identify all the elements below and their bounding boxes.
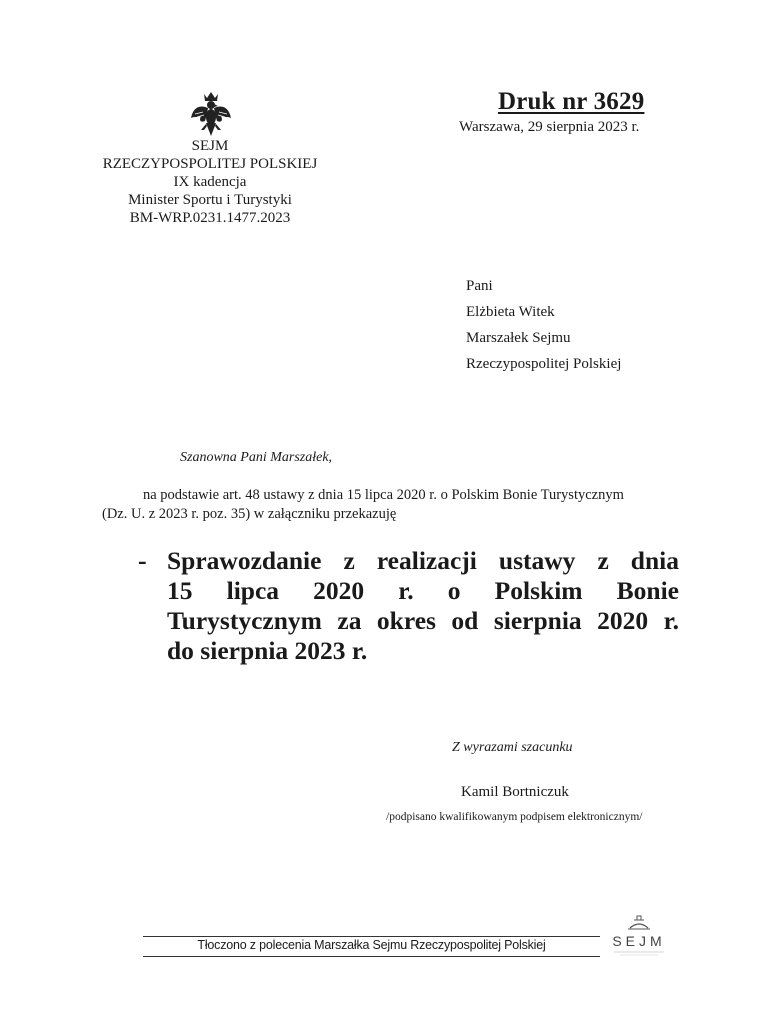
- footer-divider-top: [143, 936, 600, 937]
- signer-name: Kamil Bortniczuk: [461, 784, 569, 800]
- salutation: Szanowna Pani Marszałek,: [180, 450, 333, 465]
- header-line-kadencja: IX kadencja: [173, 174, 247, 190]
- report-title-line-2: 15 lipca 2020 r. o Polskim Bonie: [167, 576, 679, 605]
- recipient-line-title: Marszałek Sejmu: [466, 330, 571, 346]
- body-line-2: (Dz. U. z 2023 r. poz. 35) w załączniku przekazuję: [102, 506, 397, 522]
- footer-divider-bottom: [143, 956, 600, 957]
- recipient-line-pani: Pani: [466, 278, 493, 294]
- closing-regards: Z wyrazami szacunku: [452, 740, 573, 755]
- report-title-line-1: Sprawozdanie z realizacji ustawy z dnia: [167, 546, 679, 575]
- body-line-1: na podstawie art. 48 ustawy z dnia 15 lipca 2020 r. o Polskim Bonie Turystycznym: [143, 487, 624, 503]
- svg-text:SEJM: SEJM: [612, 933, 666, 949]
- header-line-reference: BM-WRP.0231.1477.2023: [129, 210, 291, 226]
- druk-number: Druk nr 3629: [498, 88, 645, 115]
- footer-print-note: Tłoczono z polecenia Marszałka Sejmu Rzeczypospolitej Polskiej: [197, 938, 546, 952]
- recipient-line-name: Elżbieta Witek: [466, 304, 555, 320]
- report-title-line-4: do sierpnia 2023 r.: [167, 636, 368, 665]
- report-title-line-3: Turystycznym za okres od sierpnia 2020 r.: [167, 606, 679, 635]
- place-date: Warszawa, 29 sierpnia 2023 r.: [459, 119, 640, 135]
- signature-note: /podpisano kwalifikowanym podpisem elektronicznym/: [386, 811, 643, 823]
- header-line-minister: Minister Sportu i Turystyki: [128, 192, 292, 208]
- report-bullet-dash: -: [138, 546, 147, 575]
- polish-eagle-emblem: [189, 90, 233, 138]
- header-line-sejm: SEJM: [191, 138, 229, 154]
- header-line-rp: RZECZYPOSPOLITEJ POLSKIEJ: [102, 156, 318, 172]
- recipient-line-country: Rzeczypospolitej Polskiej: [466, 356, 622, 372]
- sejm-logo: [604, 914, 674, 964]
